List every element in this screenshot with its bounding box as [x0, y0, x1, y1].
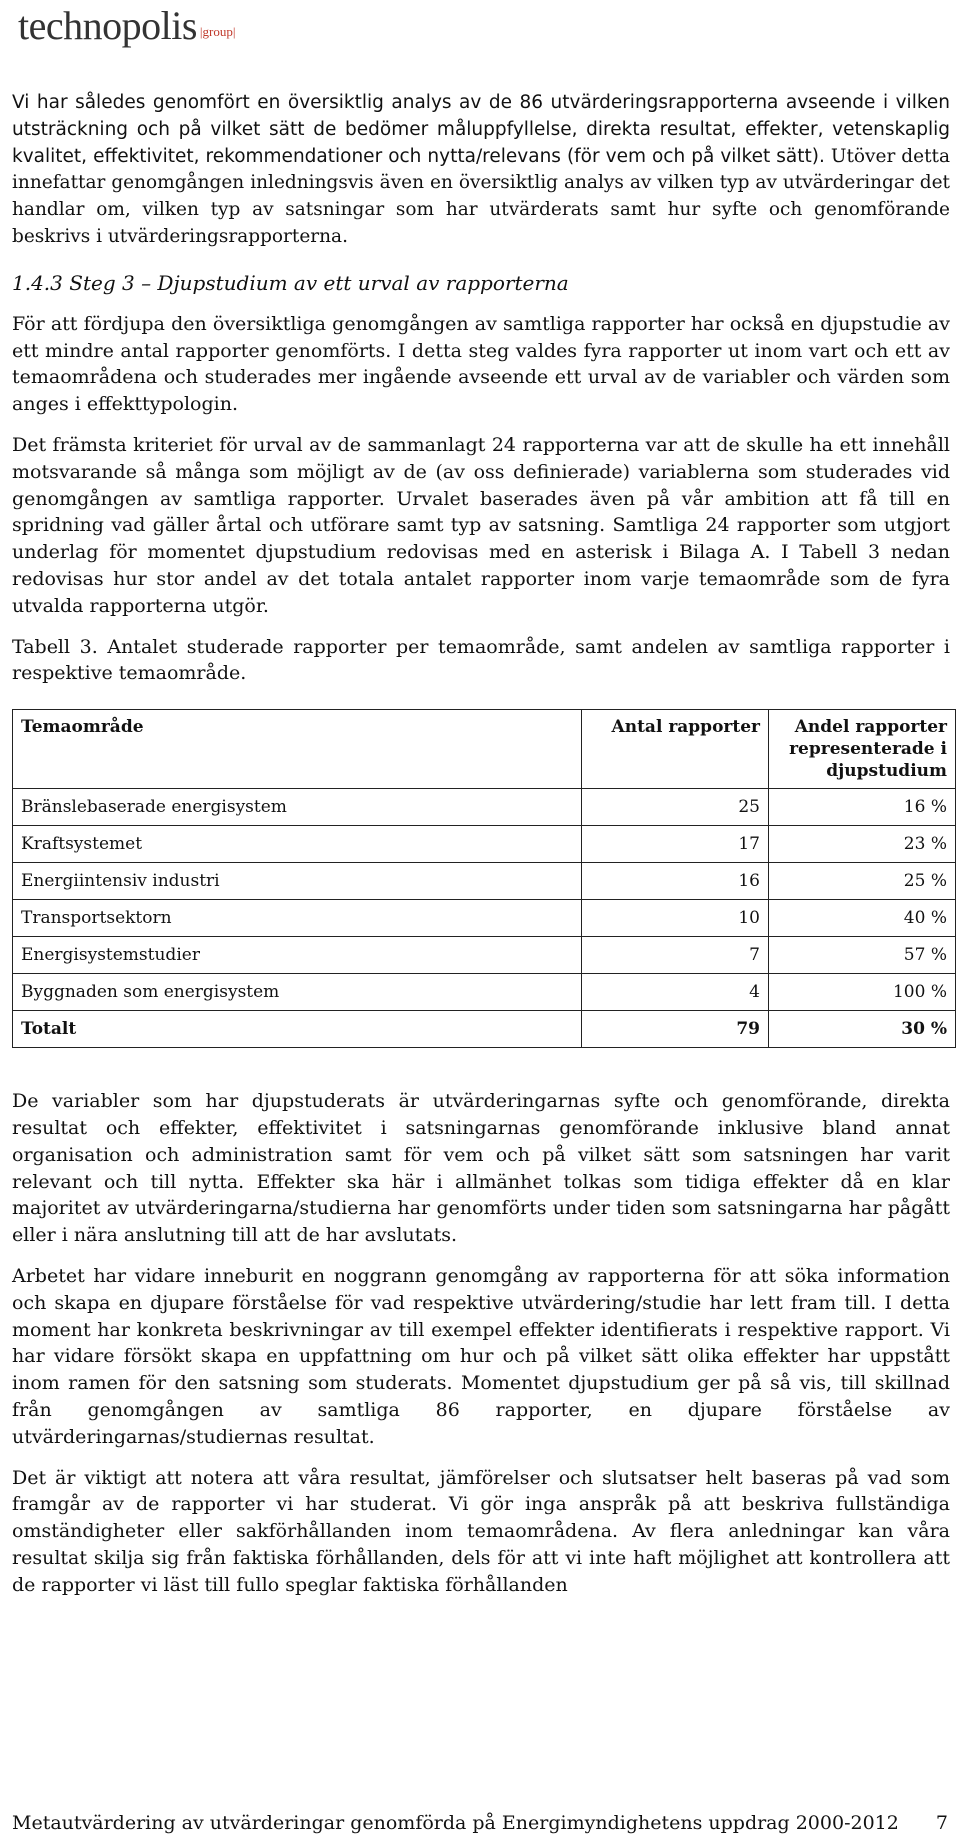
table-row	[13, 789, 956, 826]
cell-share: 57 %	[769, 937, 956, 974]
cell-total-label: Totalt	[13, 1011, 582, 1048]
footer-title: Metautvärdering av utvärderingar genomförda på Energimyndighetens uppdrag 2000-2012	[12, 1812, 899, 1834]
page-number: 7	[935, 1812, 948, 1834]
logo-subtext: |group|	[199, 24, 236, 39]
cell-share: 100 %	[769, 974, 956, 1011]
table-row	[13, 863, 956, 900]
cell-count: 10	[582, 900, 769, 937]
reports-table	[12, 709, 956, 1048]
cell-count: 16	[582, 863, 769, 900]
logo-wordmark: technopolis	[18, 3, 197, 48]
table-row	[13, 937, 956, 974]
table-header-row	[13, 710, 956, 789]
paragraph-1	[12, 90, 950, 251]
cell-count: 17	[582, 826, 769, 863]
paragraph-6: Det är viktigt att notera att våra resultat, jämförelser och slutsatser helt baseras på vad som framgår av de rapporter vi har studerat. Vi gör inga anspråk på att beskriva fullständiga omständigheter eller sakförhållanden inom temaområdena. Av flera anledningar kan våra resultat skilja sig från faktiska förhållanden, dels för att vi inte haft möjlighet att kontrollera att de rapporter vi läst till fullo speglar faktiska förhållanden	[12, 1466, 950, 1596]
table-caption: Tabell 3. Antalet studerade rapporter per temaområde, samt andelen av samtliga rapporter i respektive temaområde.	[12, 635, 950, 685]
cell-total-share: 30 %	[769, 1011, 956, 1048]
table-row	[13, 826, 956, 863]
paragraph-5: Arbetet har vidare inneburit en noggrann genomgång av rapporterna för att söka information och skapa en djupare förståelse för vad respektive utvärdering/studie har lett fram till. I detta moment har konkreta beskrivningar av till exempel effekter identifierats i respektive rapport. Vi har vidare försökt skapa en uppfattning om hur och på vilket sätt olika effekter har uppstått inom ramen för den satsning som studerats. Momentet djupstudium ger på så vis, till skillnad från genomgången av samtliga 86 rapporter, en djupare förståelse av utvärderingarnas/studiernas resultat.	[12, 1264, 950, 1448]
cell-share: 25 %	[769, 863, 956, 900]
cell-count: 4	[582, 974, 769, 1011]
paragraph-1-part-b: Utöver detta innefattar genomgången inledningsvis även en översiktlig analys av vilken typ av utvärderingar det handlar om, vilken typ av satsningar som har utvärderats samt hur syfte och genomförande beskrivs i utvärderingsrapporterna.	[12, 145, 950, 247]
cell-share: 16 %	[769, 789, 956, 826]
table-row	[13, 900, 956, 937]
cell-share: 23 %	[769, 826, 956, 863]
document-body	[12, 90, 950, 1612]
table-total-row	[13, 1011, 956, 1048]
cell-share: 40 %	[769, 900, 956, 937]
paragraph-1-part-a: Vi har således genomfört en översiktlig analys av de 86 utvärderingsrapporterna avseende i vilken utsträckning och på vilket sätt de bedömer måluppfyllelse, direkta resultat, effekter, vetenskaplig kvalitet, effektivitet, rekommendationer och nytta/relevans (för vem och på vilket sätt).	[12, 92, 950, 167]
cell-total-count: 79	[582, 1011, 769, 1048]
table-row	[13, 974, 956, 1011]
paragraph-3: Det främsta kriteriet för urval av de sammanlagt 24 rapporterna var att de skulle ha ett innehåll motsvarande så många som möjligt av de (av oss definierade) variablerna som studerades vid genomgången av samtliga rapporter. Urvalet baserades även på vår ambition att få till en spridning vad gäller årtal och utförare samt typ av satsning. Samtliga 24 rapporter som utgjort underlag för momentet djupstudium redovisas med en asterisk i Bilaga A. I Tabell 3 nedan redovisas hur stor andel av det totala antalet rapporter inom varje temaområde som de fyra utvalda rapporterna utgör.	[12, 433, 950, 617]
header-temaomrade: Temaområde	[13, 710, 582, 789]
paragraph-2: För att fördjupa den översiktliga genomgången av samtliga rapporter har också en djupstudie av ett mindre antal rapporter genomförts. I detta steg valdes fyra rapporter ut inom vart och ett av temaområdena och studerades mer ingående avseende ett urval av de variabler och värden som anges i effekttypologin.	[12, 312, 950, 416]
cell-count: 25	[582, 789, 769, 826]
page-footer	[12, 1812, 948, 1834]
header-antal: Antal rapporter	[582, 710, 769, 789]
section-heading: 1.4.3 Steg 3 – Djupstudium av ett urval av rapporterna	[12, 270, 569, 295]
paragraph-4: De variabler som har djupstuderats är utvärderingarnas syfte och genomförande, direkta resultat och effekter, effektivitet i satsningarnas genomförande inklusive bland annat organisation och administration samt för vem och på vilket sätt som satsningen har varit relevant och till nytta. Effekter ska här i allmänhet tolkas som tidiga effekter då en klar majoritet av utvärderingarna/studierna har genomförts under tiden som satsningarna har pågått eller i nära anslutning till att de har avslutats.	[12, 1090, 950, 1247]
cell-count: 7	[582, 937, 769, 974]
company-logo	[18, 2, 235, 46]
cell-theme: Transportsektorn	[13, 900, 582, 937]
cell-theme: Kraftsystemet	[13, 826, 582, 863]
cell-theme: Energisystemstudier	[13, 937, 582, 974]
header-andel: Andel rapporter representerade i djupstudium	[769, 710, 956, 789]
cell-theme: Byggnaden som energisystem	[13, 974, 582, 1011]
cell-theme: Energiintensiv industri	[13, 863, 582, 900]
cell-theme: Bränslebaserade energisystem	[13, 789, 582, 826]
